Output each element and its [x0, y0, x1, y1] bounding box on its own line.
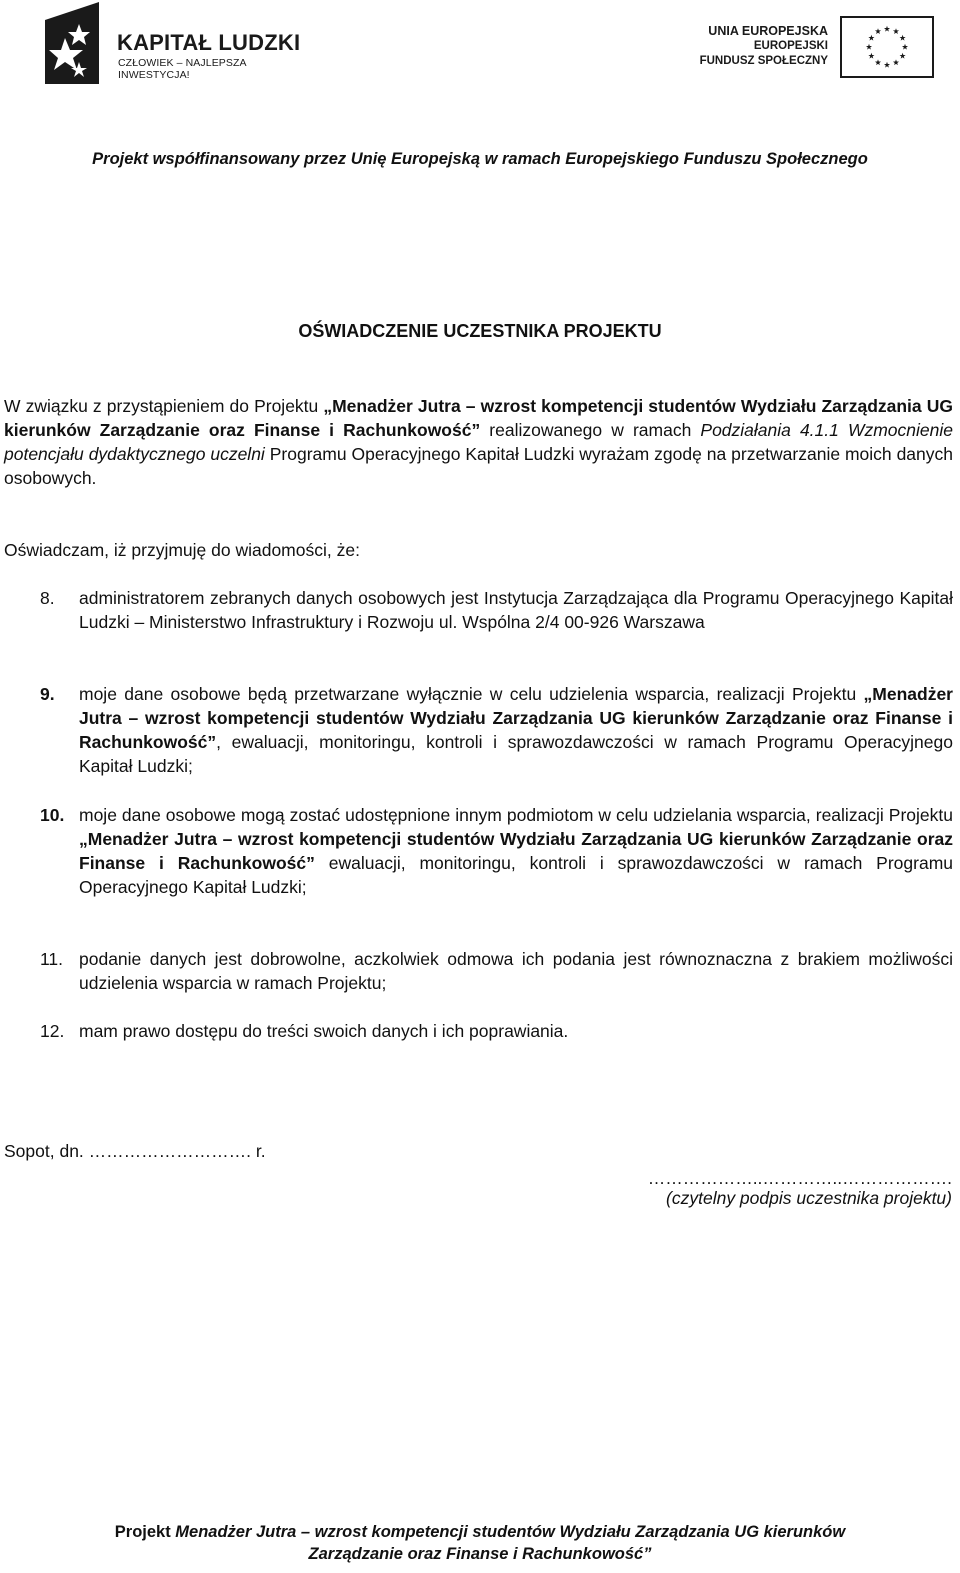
list-item-number: 12. [40, 1021, 65, 1041]
eu-star-icon [875, 59, 881, 65]
eu-star-icon [875, 28, 881, 34]
declaration-lead: Oświadczam, iż przyjmuję do wiadomości, że: [4, 540, 360, 560]
footer-project-name-2: Zarządzanie oraz Finanse i Rachunkowość” [308, 1545, 652, 1563]
intro-project-name: „Menadżer Jutra – wzrost kompetencji studentów Wydziału Zarządzania UG kierunków Zarządzanie oraz Finanse i Rachunkowość” [4, 396, 953, 440]
intro-subaction: Podziałania 4.1.1 Wzmocnienie potencjału dydaktycznego uczelni [4, 420, 953, 464]
eu-star-icon [866, 44, 872, 50]
list-item-text-part: moje dane osobowe mogą zostać udostępnione innym podmiotom w celu udzielania wsparcia, realizacji Projektu [79, 805, 953, 825]
footer-project-name-1: Menadżer Jutra – wzrost kompetencji studentów Wydziału Zarządzania UG kierunków [175, 1523, 846, 1541]
kapital-ludzki-subtitle: CZŁOWIEK – NAJLEPSZA INWESTYCJA! [118, 57, 247, 81]
list-item-text-part: , ewaluacji, monitoringu, kontroli i sprawozdawczości w ramach Programu Operacyjnego Kapitał Ludzki; [79, 732, 953, 776]
eu-star-icon [893, 59, 899, 65]
kapital-ludzki-title: KAPITAŁ LUDZKI [117, 30, 301, 55]
place-date-field: Sopot, dn. ………………………. r. [4, 1141, 266, 1161]
list-item-text: podanie danych jest dobrowolne, aczkolwiek odmowa ich podania jest równoznaczna z brakiem możliwości udzielenia wsparcia w ramach Projektu; [79, 949, 953, 993]
signature-line: ………………..…………..………………. [647, 1168, 952, 1188]
kapital-ludzki-mark-icon [45, 2, 103, 84]
eu-star-icon [902, 44, 908, 50]
eu-line-3: FUNDUSZ SPOŁECZNY [699, 55, 828, 67]
list-item-text: mam prawo dostępu do treści swoich danych i ich poprawiania. [79, 1021, 569, 1041]
kapital-ludzki-logo [45, 2, 315, 84]
footer-line-2 [0, 1543, 960, 1565]
list-item-number: 11. [40, 949, 64, 969]
list-item-text [79, 803, 953, 899]
eu-star-icon [868, 35, 874, 41]
list-item-number: 9. [40, 684, 55, 704]
list-item-text: administratorem zebranych danych osobowych jest Instytucja Zarządzająca dla Programu Operacyjnego Kapitał Ludzki – Ministerstwo Infrastruktury i Rozwoju ul. Wspólna 2/4 00-926 Warszawa [79, 588, 953, 632]
eu-star-icon [884, 62, 890, 68]
footer-line-1 [0, 1521, 960, 1543]
eu-fund-label [700, 24, 828, 69]
cofinanced-notice: Projekt współfinansowany przez Unię Europejską w ramach Europejskiego Funduszu Społecznego [92, 150, 868, 168]
list-item-text-part: moje dane osobowe będą przetwarzane wyłącznie w celu udzielenia wsparcia, realizacji Projektu [79, 684, 864, 704]
intro-text-1: W związku z przystąpieniem do Projektu [4, 396, 324, 416]
intro-paragraph [4, 394, 953, 490]
page-title: OŚWIADCZENIE UCZESTNIKA PROJEKTU [298, 321, 662, 341]
intro-text-2: realizowanego w ramach [480, 420, 701, 440]
eu-flag-icon [840, 16, 934, 78]
list-item-number: 8. [40, 588, 55, 608]
list-item-text [79, 682, 953, 778]
signature-label: (czytelny podpis uczestnika projektu) [666, 1188, 952, 1208]
list-item-number: 10. [40, 805, 65, 825]
footer-project [0, 1521, 960, 1565]
intro-text-3: Programu Operacyjnego Kapitał Ludzki wyrażam zgodę na przetwarzanie moich danych osobowych. [4, 444, 953, 488]
eu-star-icon [868, 53, 874, 59]
list-item-project-name: „Menadżer Jutra – wzrost kompetencji studentów Wydziału Zarządzania UG kierunków Zarządzanie oraz Finanse i Rachunkowość” [79, 829, 953, 873]
footer-prefix: Projekt [114, 1523, 176, 1541]
list-item-project-name: „Menadżer Jutra – wzrost kompetencji studentów Wydziału Zarządzania UG kierunków Zarządzanie oraz Finanse i Rachunkowość” [79, 684, 953, 752]
eu-line-2: EUROPEJSKI [753, 40, 828, 52]
eu-star-icon [884, 26, 890, 32]
eu-star-icon [900, 35, 906, 41]
eu-line-1: UNIA EUROPEJSKA [708, 24, 828, 38]
eu-star-icon [900, 53, 906, 59]
list-item-text-part: ewaluacji, monitoringu, kontroli i sprawozdawczości w ramach Programu Operacyjnego Kapitał Ludzki; [79, 853, 954, 897]
eu-star-icon [893, 28, 899, 34]
